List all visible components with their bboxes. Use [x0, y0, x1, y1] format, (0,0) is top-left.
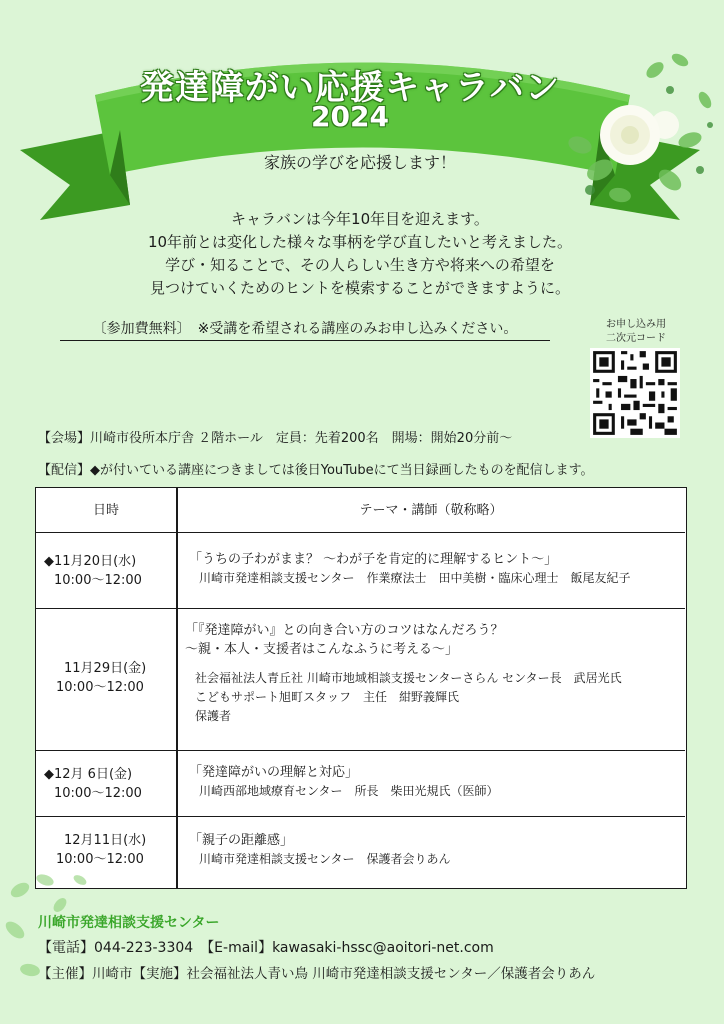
table-row	[36, 532, 685, 608]
table-header-row	[36, 488, 685, 532]
session-time: 10:00～12:00	[56, 680, 144, 695]
venue-info: 【会場】川崎市役所本庁舎 ２階ホール 定員：先着200名 開場：開始20分前～	[38, 431, 513, 446]
stream-info: 【配信】◆が付いている講座につきましては後日YouTubeにて当日録画したものを配信します。	[38, 463, 594, 478]
intro-line: キャラバンは今年10年目を迎えます。	[231, 210, 489, 228]
qr-label	[590, 318, 682, 346]
session-title: 「うちの子わがまま？ ～わが子を肯定的に理解するヒント～」	[189, 552, 558, 567]
intro-line: 見つけていくためのヒントを模索することができますように。	[149, 279, 570, 297]
table-row	[36, 750, 685, 816]
qr-label-line: 二次元コード	[606, 333, 666, 344]
qr-code-icon[interactable]	[590, 348, 680, 438]
session-speaker: こどもサポート旭町スタッフ 主任 紺野義輝氏	[195, 690, 460, 704]
schedule-table	[35, 487, 687, 889]
banner-year: 2024	[311, 100, 389, 133]
session-title: 「親子の距離感」	[189, 833, 294, 848]
session-date	[36, 765, 176, 803]
intro-line: 10年前とは変化した様々な事柄を学び直したいと考えました。	[147, 233, 573, 251]
session-date-line: ◆11月20日(水)	[44, 554, 137, 569]
leaf-decoration-icon	[0, 860, 120, 1010]
session-date-line: ◆12月 6日(金)	[44, 767, 133, 782]
fee-note: 〔参加費無料〕 ※受講を希望される講座のみお申し込みください。	[60, 318, 550, 341]
session-time: 10:00～12:00	[54, 573, 142, 588]
contact-info: 【電話】044-223-3304 【E-mail】kawasaki-hssc@aoitori-net.com	[38, 940, 494, 956]
session-title: ～親・本人・支援者はこんなふうに考える～」	[185, 642, 459, 657]
session-date	[36, 552, 176, 590]
session-speaker: 川崎市発達相談支援センター 作業療法士 田中美樹・臨床心理士 飯尾友紀子	[199, 571, 631, 585]
header-date: 日時	[92, 503, 119, 518]
host-info: 【主催】川崎市【実施】社会福祉法人青い鳥 川崎市発達相談支援センター／保護者会りあん	[38, 966, 596, 982]
session-date-line: 12月11日(水)	[64, 833, 147, 848]
session-speaker: 保護者	[195, 709, 232, 723]
session-time: 10:00～12:00	[56, 852, 144, 867]
table-row	[36, 608, 685, 750]
session-title: 「発達障がいの理解と対応」	[189, 765, 359, 780]
session-theme	[177, 550, 685, 588]
flower-decoration-icon	[560, 30, 720, 220]
session-date	[36, 659, 176, 697]
session-speaker: 川崎西部地域療育センター 所長 柴田光規氏（医師）	[199, 784, 499, 798]
session-theme	[177, 831, 685, 869]
session-title: 「『発達障がい』との向き合い方のコツはなんだろう？	[185, 623, 504, 638]
qr-label-line: お申し込み用	[606, 319, 666, 330]
banner-title: 発達障がい応援キャラバン	[140, 68, 560, 108]
session-theme	[177, 621, 685, 726]
intro-text	[60, 208, 660, 300]
session-time: 10:00～12:00	[54, 786, 142, 801]
session-speaker: 川崎市発達相談支援センター 保護者会りあん	[199, 852, 451, 866]
session-date-line: 11月29日(金)	[64, 661, 147, 676]
session-theme	[177, 763, 685, 801]
session-speaker: 社会福祉法人青丘社 川崎市地域相談支援センターさらん センター長 武居光氏	[195, 671, 622, 685]
table-row	[36, 816, 685, 888]
intro-line: 学び・知ることで、その人らしい生き方や将来への希望を	[165, 256, 555, 274]
organization-name: 川崎市発達相談支援センター	[38, 915, 220, 931]
banner-subtitle: 家族の学びを応援します！	[263, 153, 456, 172]
header-theme: テーマ・講師（敬称略）	[359, 503, 503, 518]
